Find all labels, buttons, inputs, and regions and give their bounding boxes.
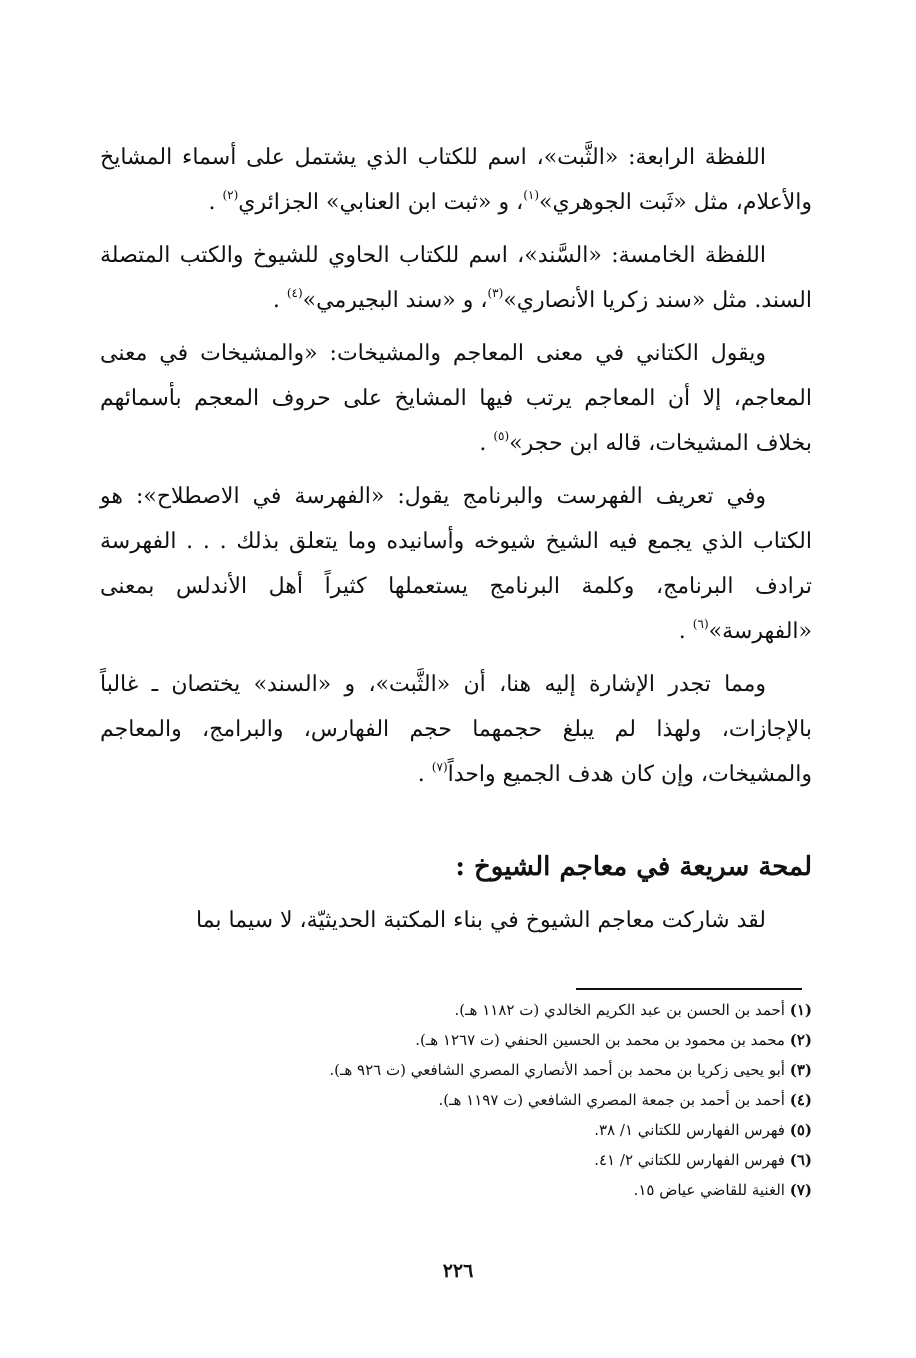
footnote [100, 1145, 812, 1175]
footnote-number: (٦) [789, 1151, 812, 1169]
paragraph-text: اللفظة الخامسة: «السَّند»، اسم للكتاب الحاوي للشيوخ والكتب المتصلة السند. مثل «سند زكريا الأنصاري» [100, 243, 812, 313]
footnote [100, 1055, 812, 1085]
paragraph-text: ، و «ثبت ابن العنابي» الجزائري [238, 190, 524, 215]
footnote [100, 1175, 812, 1205]
footnote-number: (٢) [789, 1031, 812, 1049]
footnote-text: فهرس الفهارس للكتاني ١/ ٣٨. [594, 1121, 785, 1139]
paragraph-text: . [208, 190, 223, 215]
footnote-number: (٥) [789, 1121, 812, 1139]
footnote-text: أحمد بن أحمد بن جمعة المصري الشافعي (ت ١١٩٧ هـ). [438, 1091, 785, 1109]
paragraph-ijazat [100, 662, 812, 797]
footnote-number: (٣) [789, 1061, 812, 1079]
footnote-ref: (١) [523, 188, 540, 202]
main-text-continued [100, 898, 812, 943]
paragraph-kattani [100, 331, 812, 466]
paragraph-text: ، و «سند البجيرمي» [302, 288, 488, 313]
footnote-text: أحمد بن الحسن بن عبد الكريم الخالدي (ت ١١٨٢ هـ). [454, 1001, 785, 1019]
footnote-ref: (٣) [487, 286, 504, 300]
paragraph-text: . [417, 762, 432, 787]
paragraph-text: ويقول الكتاني في معنى المعاجم والمشيخات: «والمشيخات في معنى المعاجم، إلا أن المعاجم يرتب فيها المشايخ على حروف المعجم بأسمائهم بخلاف المشيخات، قاله ابن حجر» [100, 341, 812, 456]
paragraph-text: . [678, 619, 693, 644]
footnote-number: (٧) [789, 1181, 812, 1199]
paragraph-thabt [100, 135, 812, 225]
footnote-text: الغنية للقاضي عياض ١٥. [633, 1181, 785, 1199]
footnote-text: محمد بن محمود بن محمد بن الحسين الحنفي (ت ١٢٦٧ هـ). [415, 1031, 785, 1049]
paragraph-text: ومما تجدر الإشارة إليه هنا، أن «الثَّبت»، و «السند» يختصان ـ غالباً بالإجازات، ولهذا لم يبلغ حجمهما حجم الفهارس، والبرامج، والمعاجم والمشيخات، وإن كان هدف الجميع واحداً [100, 672, 812, 787]
paragraph-text: . [479, 431, 494, 456]
paragraph-text: وفي تعريف الفهرست والبرنامج يقول: «الفهرسة في الاصطلاح»: هو الكتاب الذي يجمع فيه الشيخ شيوخه وأسانيده وما يتعلق بذلك . . . الفهرسة ترادف البرنامج، وكلمة البرنامج يستعملها كثيراً أهل الأندلس بمعنى «الفهرسة» [100, 484, 813, 644]
footnote-ref: (٧) [431, 760, 448, 774]
footnote-text: فهرس الفهارس للكتاني ٢/ ٤١. [594, 1151, 785, 1169]
main-text [100, 135, 812, 797]
footnote-ref: (٤) [286, 286, 303, 300]
paragraph-sanad [100, 233, 812, 323]
footnote [100, 1025, 812, 1055]
footnote-ref: (٥) [493, 429, 510, 443]
paragraph-text: اللفظة الرابعة: «الثَّبت»، اسم للكتاب الذي يشتمل على أسماء المشايخ والأعلام، مثل «ثَبت الجوهري» [100, 145, 812, 215]
paragraph-text: لقد شاركت معاجم الشيوخ في بناء المكتبة الحديثيّة، لا سيما بما [195, 908, 766, 933]
paragraph-text: . [272, 288, 287, 313]
footnote-number: (٤) [789, 1091, 812, 1109]
page-number: ٢٢٦ [442, 1260, 474, 1282]
footnote [100, 1115, 812, 1145]
footnote-ref: (٢) [222, 188, 239, 202]
paragraph-fahrasa [100, 474, 812, 654]
footnote-ref: (٦) [692, 617, 709, 631]
footnotes [100, 995, 812, 1205]
footnote-number: (١) [789, 1001, 812, 1019]
footnote [100, 1085, 812, 1115]
footnote-text: أبو يحيى زكريا بن محمد بن أحمد الأنصاري المصري الشافعي (ت ٩٢٦ هـ). [329, 1061, 785, 1079]
section-heading: لمحة سريعة في معاجم الشيوخ : [455, 852, 812, 882]
footnote-separator [576, 988, 802, 990]
footnote [100, 995, 812, 1025]
